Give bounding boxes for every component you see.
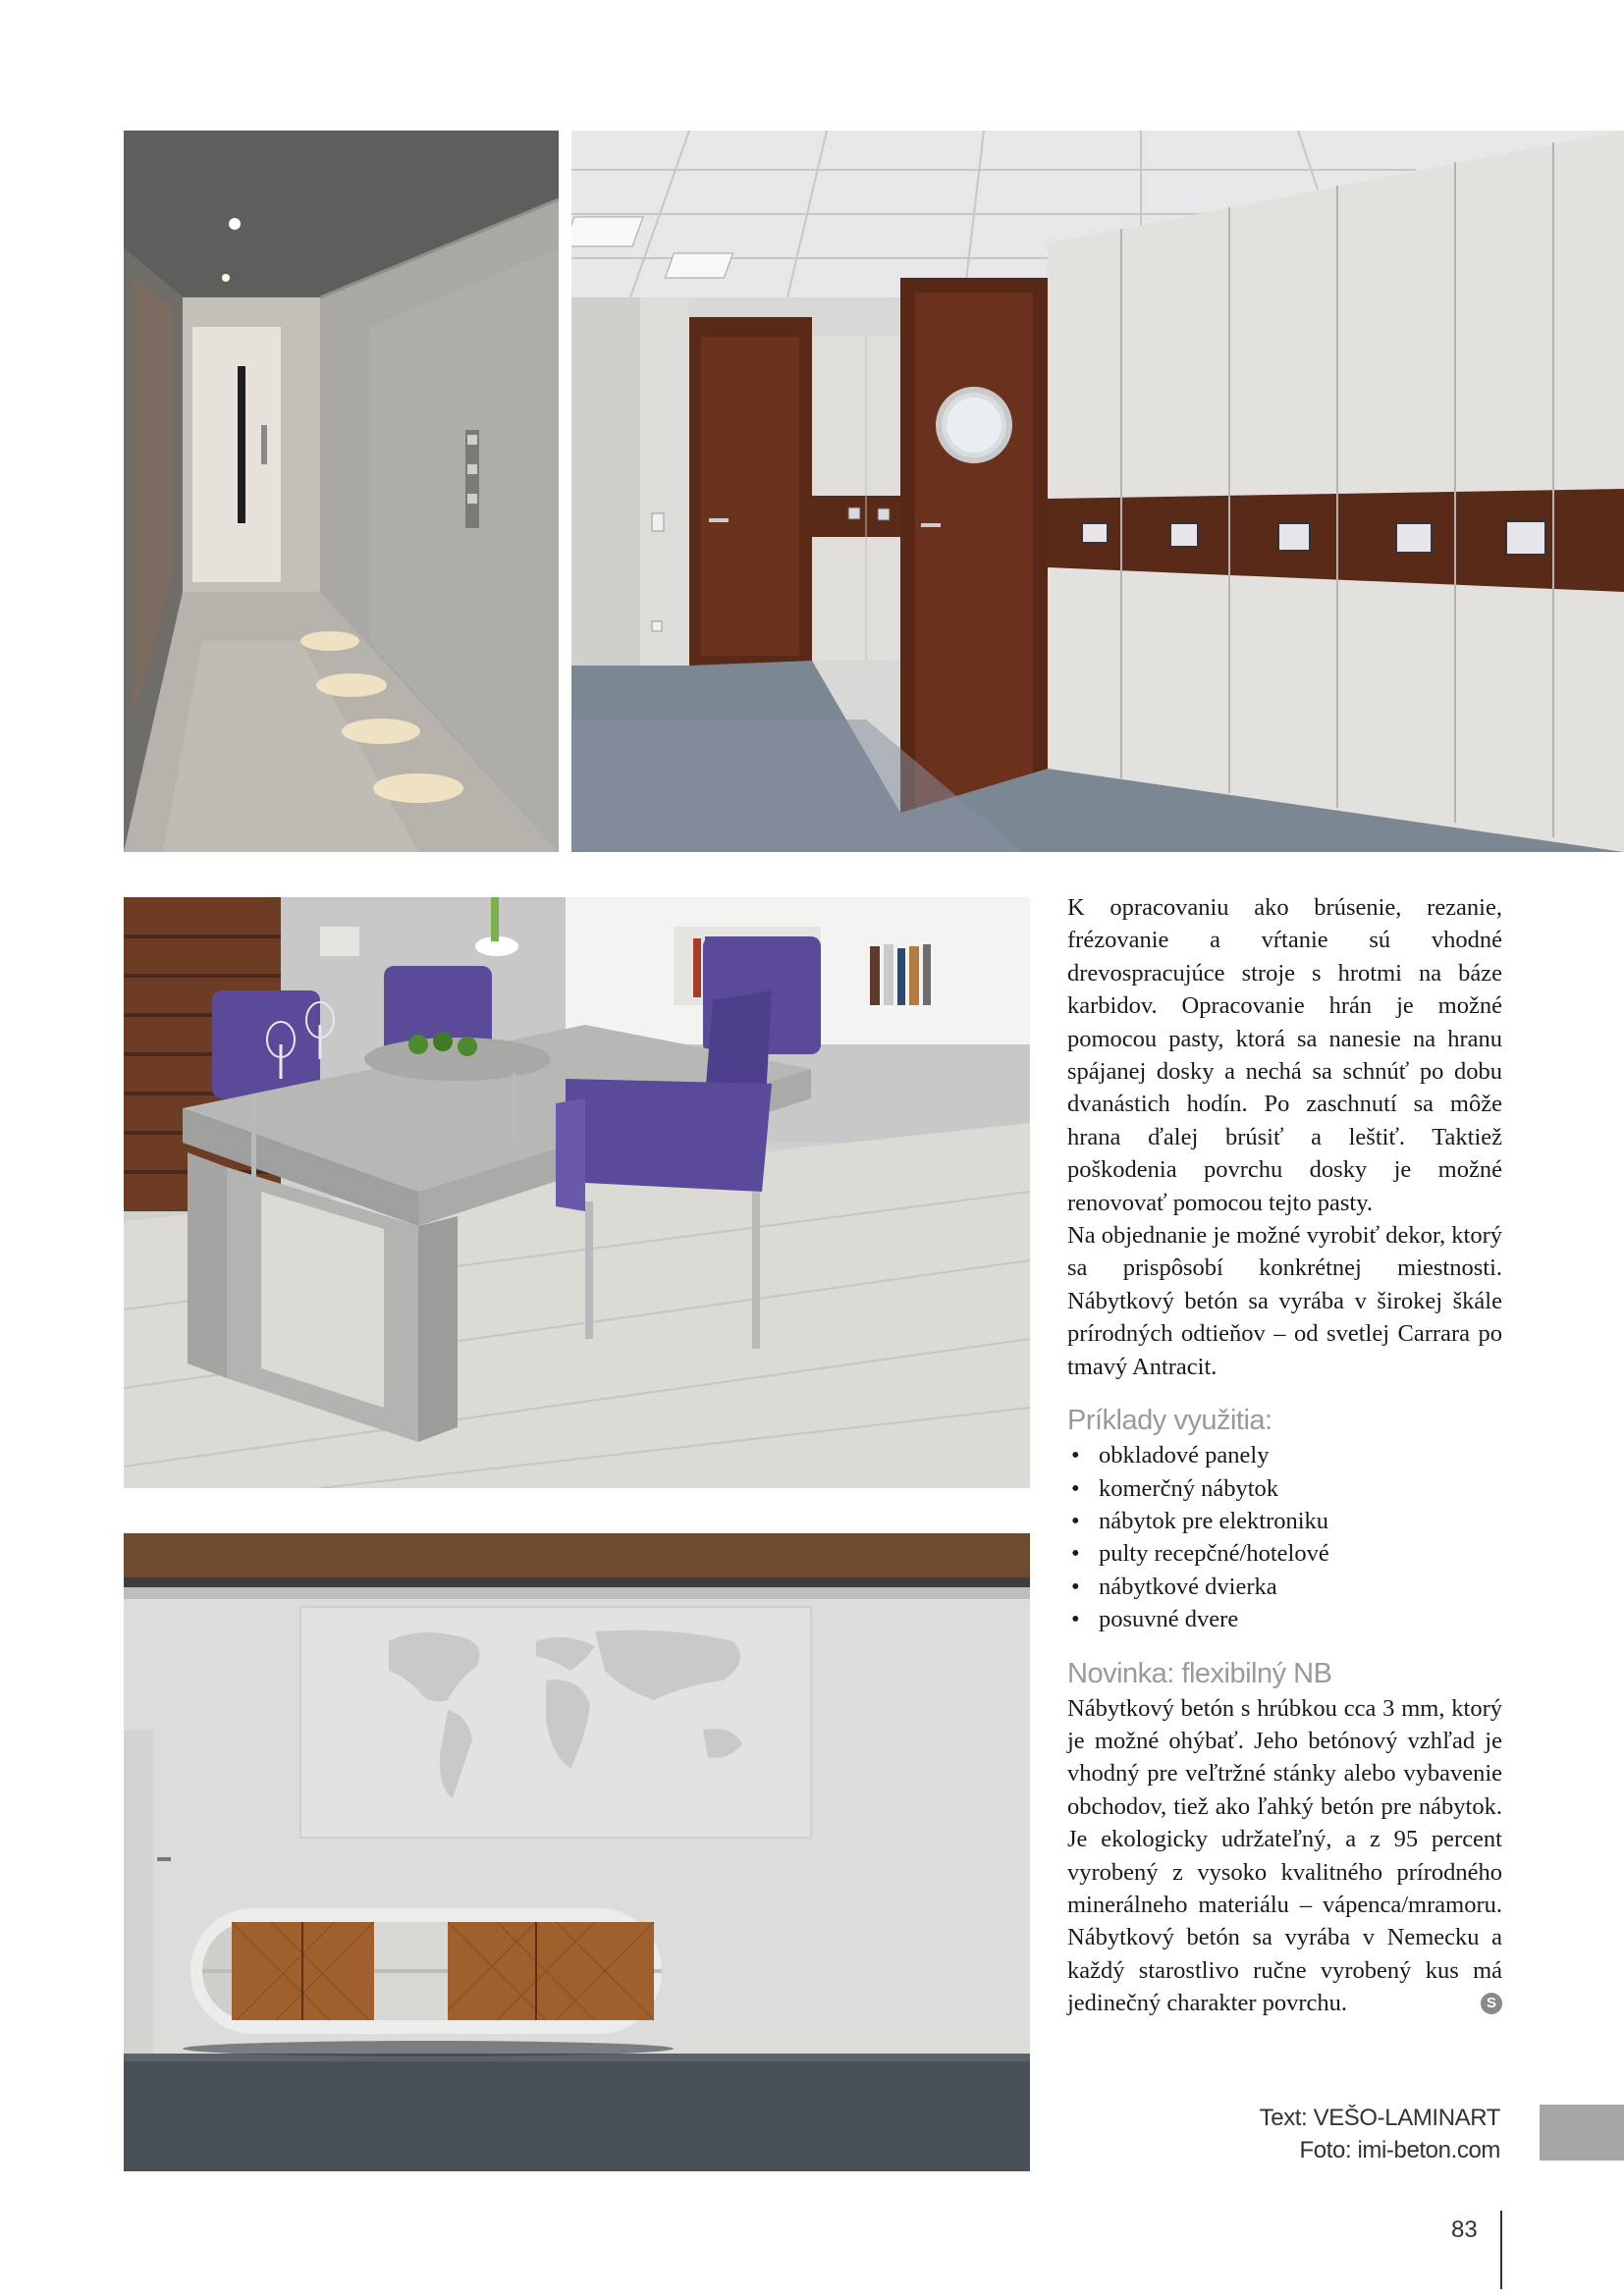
dining-photo [124, 897, 1030, 1488]
page-number: 83 [1451, 2216, 1478, 2243]
article-paragraph-3 [1067, 1692, 1502, 2020]
page-number-rule [1500, 2211, 1502, 2289]
credit-photo: Foto: imi-beton.com [1299, 2137, 1500, 2163]
examples-heading: Príklady využitia: [1067, 1405, 1272, 1437]
list-item: • pulty recepčné/hotelové [1067, 1537, 1502, 1570]
credits [1260, 2102, 1500, 2166]
article-paragraph-1: K opracovaniu ako brúsenie, rezanie, frézovanie a vŕtanie sú vhodné drevospracujúce stroje s hrotmi na báze karbidov. Opracovanie hrán je možné pomocou pasty, ktorá sa nanesie na hranu spájanej dosky a nechá sa schnúť po dobu dvanástich hodín. Po zaschnutí sa môže hrana ďalej brúsiť a leštiť. Taktiež poškodenia povrchu dosky je možné renovovať pomocou tejto pasty. [1067, 894, 1502, 1216]
office-photo [571, 131, 1624, 852]
list-item: • komerčný nábytok [1067, 1472, 1502, 1505]
list-item: • obkladové panely [1067, 1439, 1502, 1471]
end-mark-icon: S [1481, 1993, 1502, 2014]
list-item: • posuvné dvere [1067, 1603, 1502, 1635]
examples-list [1067, 1439, 1502, 1635]
article-paragraph-2: Na objednanie je možné vyrobiť dekor, ktorý sa prispôsobí konkrétnej miestnosti. Nábytkový betón sa vyrába v širokej škále prírodných odtieňov – od svetlej Carrara po tmavý Antracit. [1067, 1222, 1502, 1380]
list-item: • nábytkové dvierka [1067, 1571, 1502, 1603]
section-tab [1540, 2105, 1624, 2161]
credit-text: Text: VEŠO-LAMINART [1259, 2105, 1500, 2131]
corridor-photo [124, 131, 559, 852]
article-text-column [1067, 891, 1502, 2020]
sideboard-photo [124, 1533, 1030, 2171]
article-paragraph-3-text: Nábytkový betón s hrúbkou cca 3 mm, ktorý je možné ohýbať. Jeho betónový vzhľad je vhodný pre veľtržné stánky alebo vybavenie obchodov, tiež ako ľahký betón pre nábytok. Je ekologicky udržateľný, a z 95 percent vyrobený z vysoko kvalitného prírodného minerálneho materiálu – vápenca/mramoru. Nábytkový betón sa vyrába v Nemecku a každý starostlivo ručne vyrobený kus má jedinečný charakter povrchu. [1067, 1694, 1502, 2017]
news-heading: Novinka: flexibilný NB [1067, 1657, 1332, 1689]
list-item: • nábytok pre elektroniku [1067, 1505, 1502, 1537]
